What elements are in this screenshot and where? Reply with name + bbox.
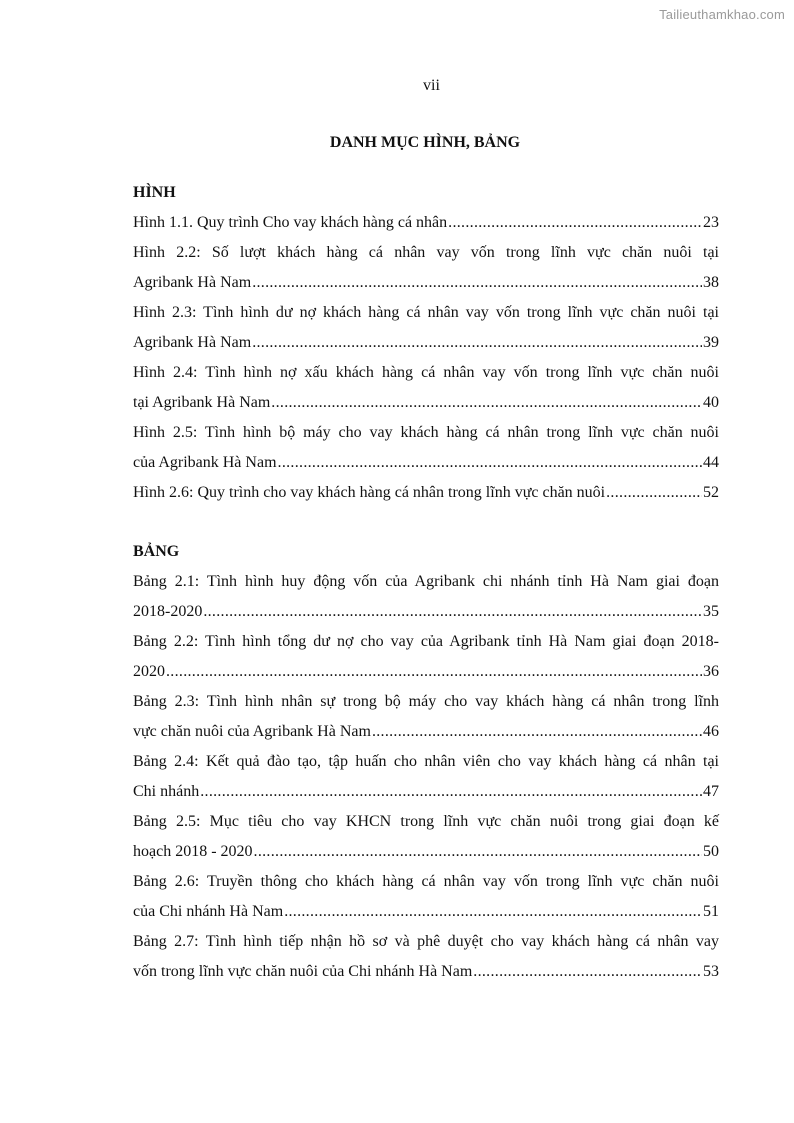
dot-leader [252, 328, 702, 358]
toc-entry-title: Bảng 2.1: Tình hình huy động vốn của Agribank chi nhánh tỉnh Hà Nam giai đoạn [133, 573, 719, 590]
toc-entry[interactable] [133, 867, 719, 927]
toc-entry-title-continuation: 2018-2020 [133, 603, 203, 620]
toc-entry-leader-line [133, 478, 719, 508]
dot-leader [278, 448, 702, 478]
toc-entry-page: 44 [703, 454, 719, 471]
dot-leader [252, 268, 702, 298]
toc-entry-title: Bảng 2.3: Tình hình nhân sự trong bộ máy cho vay khách hàng cá nhân trong lĩnh [133, 693, 719, 710]
tables-list [133, 567, 719, 987]
toc-entry-title-continuation: của Agribank Hà Nam [133, 454, 277, 471]
toc-entry-page: 39 [703, 334, 719, 351]
dot-leader [372, 717, 702, 747]
dot-leader [203, 597, 702, 627]
toc-entry-title-continuation: vực chăn nuôi của Agribank Hà Nam [133, 723, 371, 740]
toc-entry-page: 47 [703, 783, 719, 800]
toc-entry-leader-line [133, 328, 719, 358]
toc-entry-leader-line [133, 777, 719, 807]
toc-entry-title-continuation: 2020 [133, 663, 165, 680]
toc-entry[interactable] [133, 208, 719, 238]
toc-entry-title: Hình 2.3: Tình hình dư nợ khách hàng cá nhân vay vốn trong lĩnh vực chăn nuôi tại [133, 304, 719, 321]
toc-entry-leader-line [133, 597, 719, 627]
toc-entry-page: 52 [703, 484, 719, 501]
toc-entry-leader-line [133, 897, 719, 927]
toc-entry-page: 46 [703, 723, 719, 740]
page-number: vii [423, 77, 440, 94]
toc-entry-title: Hình 2.6: Quy trình cho vay khách hàng cá nhân trong lĩnh vực chăn nuôi [133, 484, 606, 501]
toc-entry-leader-line [133, 448, 719, 478]
toc-entry-title: Bảng 2.4: Kết quả đào tạo, tập huấn cho nhân viên cho vay khách hàng cá nhân tại [133, 753, 719, 770]
dot-leader [254, 837, 702, 867]
toc-entry-title-continuation: Chi nhánh [133, 783, 200, 800]
toc-entry-leader-line [133, 837, 719, 867]
toc-entry-title: Hình 2.2: Số lượt khách hàng cá nhân vay vốn trong lĩnh vực chăn nuôi tại [133, 244, 719, 261]
toc-entry[interactable] [133, 687, 719, 747]
toc-entry-title: Hình 1.1. Quy trình Cho vay khách hàng cá nhân [133, 214, 448, 231]
figures-heading: HÌNH [133, 184, 176, 201]
dot-leader [606, 478, 702, 508]
toc-entry[interactable] [133, 807, 719, 867]
dot-leader [448, 208, 702, 238]
toc-entry-title: Bảng 2.5: Mục tiêu cho vay KHCN trong lĩnh vực chăn nuôi trong giai đoạn kế [133, 813, 719, 830]
toc-entry-leader-line [133, 388, 719, 418]
figures-list [133, 208, 719, 508]
toc-entry-title-continuation: vốn trong lĩnh vực chăn nuôi của Chi nhánh Hà Nam [133, 963, 473, 980]
toc-entry-page: 36 [703, 663, 719, 680]
toc-entry-title-continuation: tại Agribank Hà Nam [133, 394, 271, 411]
toc-entry[interactable] [133, 627, 719, 687]
toc-entry-page: 51 [703, 903, 719, 920]
toc-entry-title-continuation: hoạch 2018 - 2020 [133, 843, 253, 860]
dot-leader [284, 897, 702, 927]
toc-entry-leader-line [133, 957, 719, 987]
toc-entry-page: 38 [703, 274, 719, 291]
toc-entry-title-continuation: của Chi nhánh Hà Nam [133, 903, 284, 920]
toc-entry-page: 40 [703, 394, 719, 411]
toc-entry-page: 53 [703, 963, 719, 980]
toc-entry[interactable] [133, 298, 719, 358]
dot-leader [473, 957, 702, 987]
toc-entry-leader-line [133, 657, 719, 687]
toc-entry-leader-line [133, 717, 719, 747]
page-title: DANH MỤC HÌNH, BẢNG [329, 134, 521, 151]
toc-entry-page: 23 [703, 214, 719, 231]
dot-leader [166, 657, 702, 687]
toc-entry-page: 35 [703, 603, 719, 620]
toc-entry-page: 50 [703, 843, 719, 860]
toc-entry-title: Bảng 2.2: Tình hình tổng dư nợ cho vay của Agribank tỉnh Hà Nam giai đoạn 2018- [133, 633, 719, 650]
toc-entry-title-continuation: Agribank Hà Nam [133, 334, 252, 351]
figures-section [133, 178, 719, 508]
dot-leader [200, 777, 702, 807]
toc-entry-title: Hình 2.4: Tình hình nợ xấu khách hàng cá nhân vay vốn trong lĩnh vực chăn nuôi [133, 364, 719, 381]
toc-entry-title: Bảng 2.7: Tình hình tiếp nhận hồ sơ và phê duyệt cho vay khách hàng cá nhân vay [133, 933, 719, 950]
toc-entry[interactable] [133, 567, 719, 627]
toc-entry[interactable] [133, 478, 719, 508]
tables-section [133, 537, 719, 987]
toc-entry-leader-line [133, 268, 719, 298]
toc-entry[interactable] [133, 358, 719, 418]
watermark: Tailieuthamkhao.com [659, 7, 785, 22]
toc-entry[interactable] [133, 927, 719, 987]
toc-entry[interactable] [133, 747, 719, 807]
toc-entry-title: Bảng 2.6: Truyền thông cho khách hàng cá nhân vay vốn trong lĩnh vực chăn nuôi [133, 873, 719, 890]
dot-leader [271, 388, 702, 418]
toc-entry-title-continuation: Agribank Hà Nam [133, 274, 252, 291]
toc-entry-title: Hình 2.5: Tình hình bộ máy cho vay khách hàng cá nhân trong lĩnh vực chăn nuôi [133, 424, 719, 441]
toc-entry[interactable] [133, 238, 719, 298]
toc-entry[interactable] [133, 418, 719, 478]
toc-entry-leader-line [133, 208, 719, 238]
tables-heading: BẢNG [133, 543, 180, 560]
